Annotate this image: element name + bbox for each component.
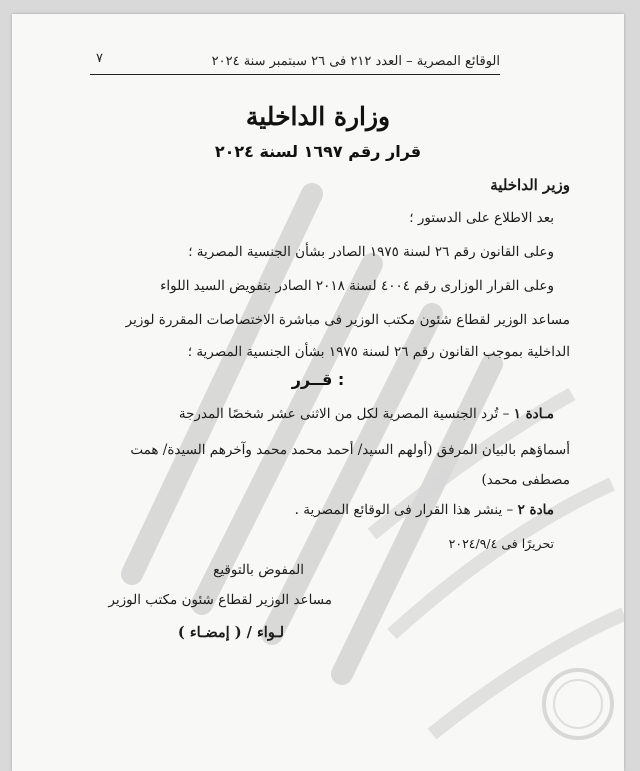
article-2-text: – ينشر هذا القرار فى الوقائع المصرية . bbox=[294, 502, 518, 518]
article-1-line-2: أسماؤهم بالبيان المرفق (أولهم السيد/ أحمد محمد محمد وآخرهم السيدة/ همت bbox=[130, 442, 570, 458]
preamble-line-1: بعد الاطلاع على الدستور ؛ bbox=[409, 210, 554, 226]
gazette-header bbox=[90, 48, 500, 75]
signature-rank: لـواء / ( إمضـاء ) bbox=[177, 624, 284, 641]
ministry-title: وزارة الداخلية bbox=[245, 102, 391, 131]
article-1-line-1 bbox=[34, 406, 554, 422]
article-2-label: مادة ٢ bbox=[517, 502, 554, 518]
article-1-text: – تُرد الجنسية المصرية لكل من الاثنى عشر شخصًا المدرجة bbox=[178, 406, 514, 422]
header-text: الوقائع المصرية – العدد ٢١٢ فى ٢٦ سبتمبر سنة ٢٠٢٤ bbox=[211, 53, 500, 69]
issue-date: تحريرًا فى ٢٠٢٤/٩/٤ bbox=[448, 536, 554, 551]
article-2-line bbox=[34, 502, 554, 518]
decides-heading: قــرر : bbox=[291, 370, 345, 389]
minister-heading: وزير الداخلية bbox=[490, 176, 570, 194]
article-1-line-3: مصطفى محمد) bbox=[481, 472, 570, 488]
preamble-line-5: الداخلية بموجب القانون رقم ٢٦ لسنة ١٩٧٥ بشأن الجنسية المصرية ؛ bbox=[187, 344, 570, 360]
preamble-line-4: مساعد الوزير لقطاع شئون مكتب الوزير فى مباشرة الاختصاصات المقررة لوزير bbox=[125, 312, 570, 328]
page-number: ٧ bbox=[96, 51, 103, 66]
gazette-page bbox=[12, 14, 624, 771]
decree-title: قرار رقم ١٦٩٧ لسنة ٢٠٢٤ bbox=[214, 142, 422, 161]
preamble-line-2: وعلى القانون رقم ٢٦ لسنة ١٩٧٥ الصادر بشأن الجنسية المصرية ؛ bbox=[188, 244, 554, 260]
signature-authority: المفوض بالتوقيع bbox=[213, 562, 304, 578]
article-1-label: مـادة ١ bbox=[513, 406, 554, 422]
preamble-line-3: وعلى القرار الوزارى رقم ٤٠٠٤ لسنة ٢٠١٨ الصادر بتفويض السيد اللواء bbox=[160, 278, 554, 294]
signature-title: مساعد الوزير لقطاع شئون مكتب الوزير bbox=[108, 592, 332, 608]
